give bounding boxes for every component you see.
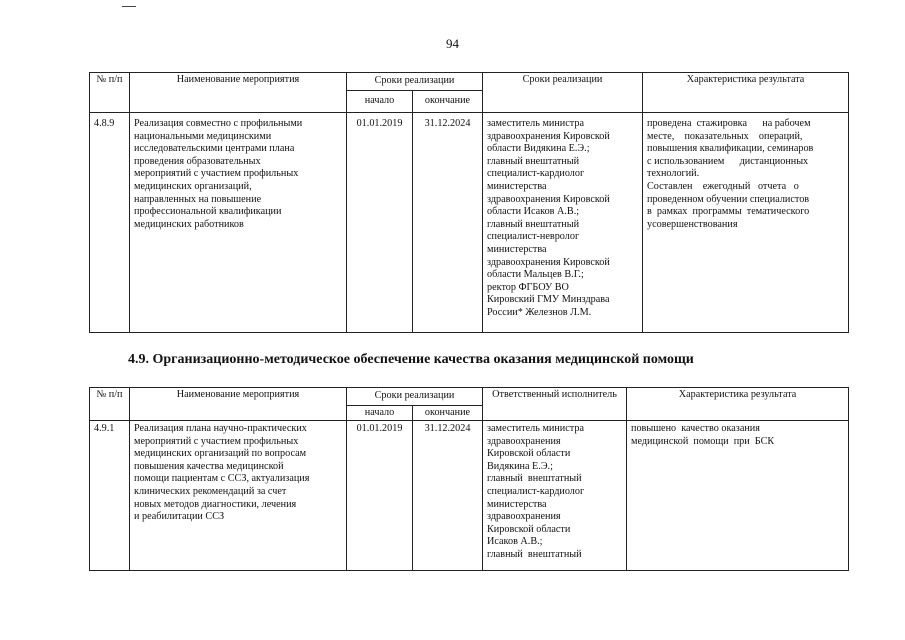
start-date: 01.01.2019 <box>347 113 413 333</box>
responsible-persons <box>483 113 643 333</box>
responsible-line: Кировский ГМУ Минздрава <box>487 294 610 306</box>
end-date: 31.12.2024 <box>413 113 483 333</box>
responsible-line: здравоохранения Кировской <box>487 256 610 268</box>
scan-artifact-mark <box>122 6 136 7</box>
responsible-line: специалист-кардиолог <box>487 485 585 497</box>
activity-name-line: Реализация совместно с профильными <box>134 118 303 129</box>
activity-name <box>130 113 347 333</box>
responsible-line: Видякина Е.Э.; <box>487 460 553 472</box>
result-line: медицинской помощи при БСК <box>631 435 775 447</box>
responsible-line: главный внештатный <box>487 155 580 167</box>
responsible-line: здравоохранения <box>487 511 561 523</box>
header-result: Характеристика результата <box>643 73 849 113</box>
start-date: 01.01.2019 <box>347 421 413 571</box>
responsible-line: России* Железнов Л.М. <box>487 306 592 318</box>
responsible-persons <box>483 421 627 571</box>
activity-name-line: медицинских работников <box>134 218 244 230</box>
header-start: начало <box>347 406 413 421</box>
activity-name-line: медицинских организаций, <box>134 180 252 192</box>
result-line: усовершенствования <box>647 218 738 230</box>
activity-name-line: клинических рекомендаций за счет <box>134 485 287 497</box>
activity-name-line: направленных на повышение <box>134 193 262 205</box>
responsible-line: здравоохранения Кировской <box>487 193 610 205</box>
row-number: 4.8.9 <box>90 113 130 333</box>
header-terms: Сроки реализации <box>347 73 483 91</box>
activity-name-line: помощи пациентам с ССЗ, актуализация <box>134 473 310 485</box>
activity-name-line: проведения образовательных <box>134 155 261 167</box>
responsible-line: министерства <box>487 498 547 510</box>
header-activity-name: Наименование мероприятия <box>130 388 347 421</box>
activity-name-line: мероприятий с участием профильных <box>134 435 299 447</box>
header-number: № п/п <box>90 73 130 113</box>
responsible-line: области Мальцев В.Г.; <box>487 269 584 281</box>
responsible-line: заместитель министра <box>487 423 584 434</box>
responsible-line: главный внештатный <box>487 548 582 560</box>
header-result: Характеристика результата <box>627 388 849 421</box>
header-end: окончание <box>413 91 483 113</box>
header-responsible: Ответственный исполнитель <box>483 388 627 421</box>
responsible-line: ректор ФГБОУ ВО <box>487 281 569 293</box>
responsible-line: здравоохранения Кировской <box>487 130 610 142</box>
table-row <box>90 113 849 333</box>
result-description <box>643 113 849 333</box>
result-line: в рамках программы тематического <box>647 206 810 218</box>
activity-name <box>130 421 347 571</box>
activity-name-line: и реабилитации ССЗ <box>134 511 225 523</box>
activity-name-line: мероприятий с участием профильных <box>134 168 299 180</box>
result-line: проведена стажировка на рабочем <box>647 118 811 129</box>
responsible-line: заместитель министра <box>487 118 584 129</box>
responsible-line: области Исаков А.В.; <box>487 206 580 218</box>
activity-name-line: исследовательскими центрами плана <box>134 143 295 155</box>
responsible-line: министерства <box>487 243 547 255</box>
header-number: № п/п <box>90 388 130 421</box>
activity-name-line: Реализация плана научно-практических <box>134 423 307 434</box>
activity-name-line: медицинских организаций по вопросам <box>134 448 307 460</box>
result-line: проведенном обучении специалистов <box>647 193 810 205</box>
responsible-line: Исаков А.В.; <box>487 536 543 548</box>
responsible-line: Кировской области <box>487 523 571 535</box>
responsible-line: главный внештатный <box>487 473 582 485</box>
header-terms: Сроки реализации <box>347 388 483 406</box>
end-date: 31.12.2024 <box>413 421 483 571</box>
responsible-line: главный внештатный <box>487 218 580 230</box>
responsible-line: специалист-невролог <box>487 231 580 243</box>
activities-table-4-9 <box>89 387 849 571</box>
header-end: окончание <box>413 406 483 421</box>
activities-table-4-8 <box>89 72 849 333</box>
activity-name-line: профессиональной квалификации <box>134 206 282 218</box>
row-number: 4.9.1 <box>90 421 130 571</box>
page-number: 94 <box>446 36 459 51</box>
result-line: месте, показательных операций, <box>647 130 803 142</box>
header-activity-name: Наименование мероприятия <box>130 73 347 113</box>
responsible-line: здравоохранения <box>487 435 561 447</box>
table-row <box>90 421 849 571</box>
section-heading: 4.9. Организационно-методическое обеспечение качества оказания медицинской помощи <box>128 352 694 367</box>
result-line: технологий. <box>647 168 700 180</box>
activity-name-line: новых методов диагностики, лечения <box>134 498 297 510</box>
activity-name-line: национальными медицинскими <box>134 130 272 142</box>
activity-name-line: повышения качества медицинской <box>134 460 284 472</box>
result-line: повышено качество оказания <box>631 423 760 434</box>
header-responsible: Сроки реализации <box>483 73 643 113</box>
header-start: начало <box>347 91 413 113</box>
result-line: повышения квалификации, семинаров <box>647 143 814 155</box>
result-description <box>627 421 849 571</box>
result-line: с использованием дистанционных <box>647 155 809 167</box>
responsible-line: Кировской области <box>487 448 571 460</box>
responsible-line: области Видякина Е.Э.; <box>487 143 590 155</box>
responsible-line: министерства <box>487 180 547 192</box>
result-line: Составлен ежегодный отчета о <box>647 180 799 192</box>
responsible-line: специалист-кардиолог <box>487 168 585 180</box>
